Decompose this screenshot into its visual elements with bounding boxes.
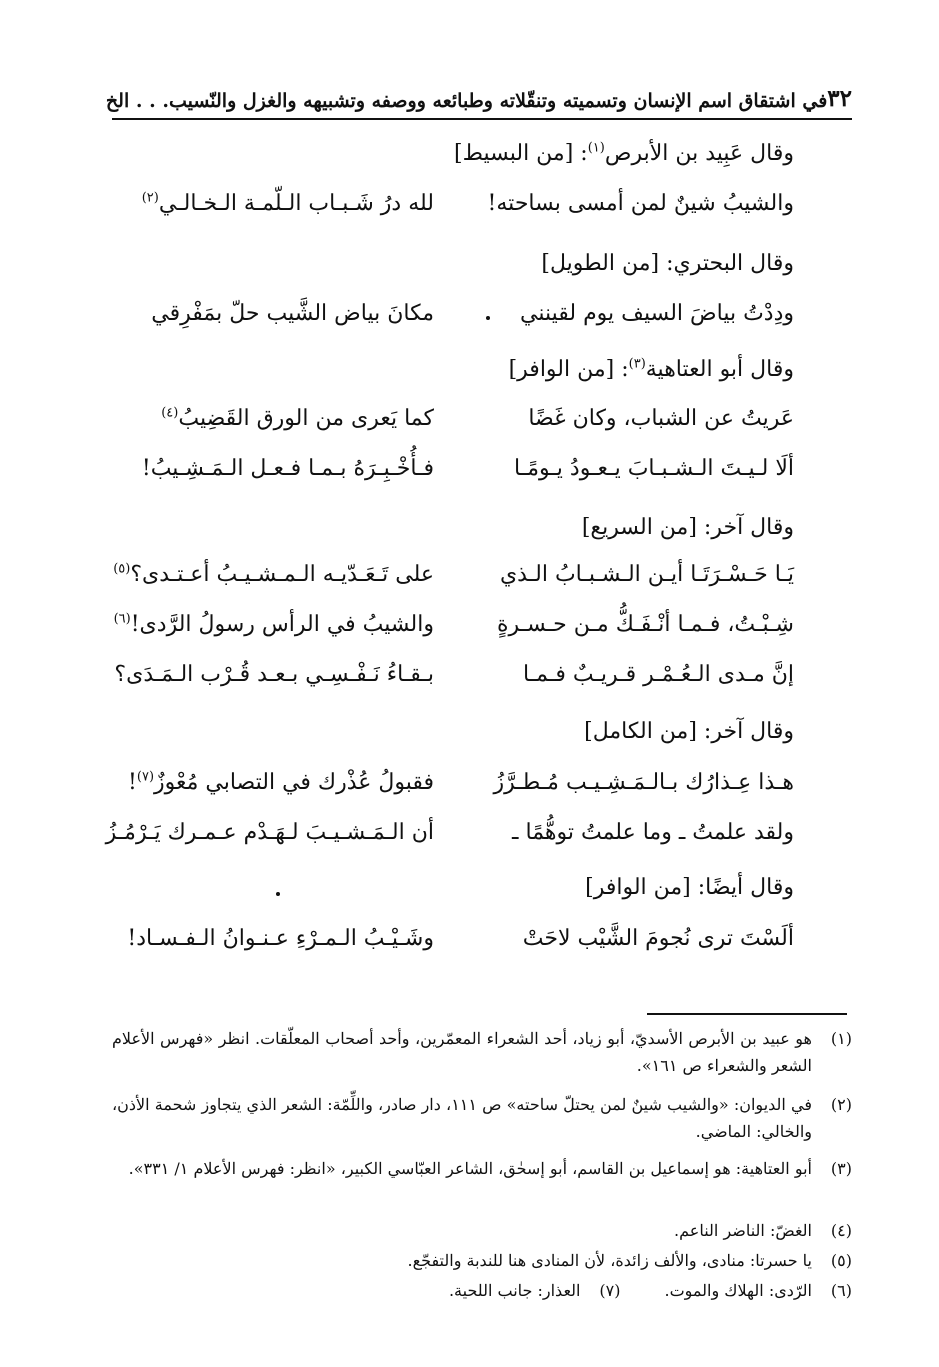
footnote-number: (١) xyxy=(830,1029,852,1048)
footnote-item xyxy=(665,1277,853,1304)
footnote-number: (٢) xyxy=(830,1095,852,1114)
footnote-text: أبو العتاهية: هو إسماعيل بن القاسم، أبو إسحٰق، الشاعر العبّاسي الكبير، «انظر: فهرس الأعلام ١/ ٣٣١». xyxy=(128,1159,812,1178)
footnote-item xyxy=(112,1025,852,1079)
verse-first-hemistich: ودِدْتُ بياضَ السيف يوم لقينني xyxy=(519,301,794,326)
footnote-number: (٧) xyxy=(599,1281,621,1300)
poem-intro: وقال أيضًا: [من الوافر] xyxy=(585,875,794,900)
poem-intro: وقال عَبِيد بن الأبرص$^{(١)}$: [من البسيط] xyxy=(454,140,794,166)
verse-second-hemistich: كما يَعرى من الورق القَضِيبُ$^{(٤)}$ xyxy=(161,405,434,431)
verse-second-hemistich: وشَـيْـبُ الـمـرْءِ عـنـوانُ الـفـسـاد! xyxy=(127,926,434,951)
verse-divider-dot xyxy=(486,316,490,320)
poem-intro: وقال أبو العتاهية$^{(٣)}$: [من الوافر] xyxy=(508,356,794,382)
footnote-ref[interactable]: (٧) xyxy=(136,769,155,785)
verse-second-hemistich: لله درُ شَـبـاب الـلّمـة الـخـالـي$^{(٢)}$ xyxy=(141,190,434,216)
footnote-row xyxy=(112,1277,852,1304)
footnote-number: (٣) xyxy=(830,1159,852,1178)
footnote-text: الغضّ: الناضر الناعم. xyxy=(674,1221,812,1240)
footnote-text: هو عبيد بن الأبرص الأسديّ، أبو زياد، أحد الشعراء المعمّرين، وأحد أصحاب المعلّقات. انظر «فهرس الأعلام الشعر والشعراء ص ١٦١». xyxy=(112,1029,812,1075)
poem-intro: وقال البحتري: [من الطويل] xyxy=(541,251,794,276)
verse-first-hemistich: يَـا حَـسْـرَتَـا أيـن الـشـبـابُ الـذي xyxy=(499,562,794,587)
footnote-item xyxy=(449,1277,621,1304)
footnote-number: (٤) xyxy=(830,1221,852,1240)
footnote-ref[interactable]: (١) xyxy=(587,140,605,156)
verse-second-hemistich: أن الـمَـشـيـبَ لـهَـدْم عـمـرك يَـرْمُـزُ xyxy=(105,820,434,845)
footnote-text: العذار: جانب اللحية. xyxy=(448,1281,581,1300)
footnote-item xyxy=(112,1217,852,1244)
footnote-ref[interactable]: (٣) xyxy=(628,356,646,372)
footnote-item xyxy=(112,1091,852,1145)
verse-second-hemistich: مكانَ بياض الشَّيب حلّ بمَفْرِقي xyxy=(151,301,434,326)
verse-first-hemistich: ألَا لـيـتَ الـشـبـابَ يـعـودُ يـومًـا xyxy=(514,456,794,481)
running-title: في اشتقاق اسم الإنسان وتسميته وتنقّلاته وطبائعه ووصفه وتشبيهه والغزل والنّسيب. . . الخ xyxy=(105,90,828,112)
verse-first-hemistich: شِـبْـتُ، فـمـا أنْـفَـكُّ مـن حـسـرةٍ xyxy=(496,612,794,637)
page-header xyxy=(105,80,852,120)
footnote-text: في الديوان: «والشيب شينٌ لمن يحتلّ ساحته» ص ١١١، دار صادر، واللِّمّة: الشعر الذي يتجاوز شحمة الأذن، والخالي: الماضي. xyxy=(112,1095,812,1141)
verse-second-hemistich: فـأُخْـبِـرَهُ بـمـا فـعـل الـمَـشِـيبُ! xyxy=(141,456,434,481)
footnote-ref[interactable]: (٤) xyxy=(161,405,179,421)
verse-first-hemistich: عَريتُ عن الشباب، وكان غَضًا xyxy=(528,406,794,431)
footnote-ref[interactable]: (٥) xyxy=(113,561,131,577)
stray-dot xyxy=(276,892,280,896)
footnote-text: الرّدى: الهلاك والموت. xyxy=(664,1281,812,1300)
verse-first-hemistich: ألَسْتَ ترى نُجومَ الشَّيْب لاحَتْ xyxy=(522,926,794,951)
verse-first-hemistich: إنَّ مـدى الـعُـمْـر قـريـبٌ فـمـا xyxy=(523,662,794,687)
verse-first-hemistich: هـذا عِـذارُك بـالـمَـشِـيـب مُـطـرَّزُ xyxy=(493,770,794,795)
verse-first-hemistich: والشيبُ شينٌ لمن أمسى بساحته! xyxy=(487,191,794,216)
verse-second-hemistich: بـقـاءُ نَـفْـسِـي بـعـد قُـرْب الـمَـدَى؟ xyxy=(114,662,434,687)
footnote-ref[interactable]: (٦) xyxy=(113,611,131,627)
footnote-separator xyxy=(647,1013,847,1015)
footnote-number: (٦) xyxy=(830,1281,852,1300)
footnote-text: يا حسرتا: منادى، والألف زائدة، لأن المنادى هنا للندبة والتفجّع. xyxy=(407,1251,812,1270)
verse-second-hemistich: والشيبُ في الرأس رسولُ الرَّدى!$^{(٦)}$ xyxy=(113,611,434,637)
poem-intro: وقال آخر: [من السريع] xyxy=(581,515,794,540)
footnote-item xyxy=(112,1155,852,1182)
footnote-number: (٥) xyxy=(830,1251,852,1270)
verse-second-hemistich: على تَـعَـدّيـه الـمـشـيـبُ أعـتـدى؟$^{(٥)}$ xyxy=(113,561,434,587)
verse-first-hemistich: ولقد علمتُ ـ وما علمتُ توهُّمًا ـ xyxy=(512,820,794,845)
footnote-ref[interactable]: (٢) xyxy=(141,190,159,206)
verse-second-hemistich: فقبولُ عُذْرك في التصابي مُعْوزٌ$^{(٧)}$! xyxy=(128,769,434,795)
page-number: ٣٢ xyxy=(827,85,852,112)
footnote-item xyxy=(112,1247,852,1274)
poem-intro: وقال آخر: [من الكامل] xyxy=(584,719,794,744)
